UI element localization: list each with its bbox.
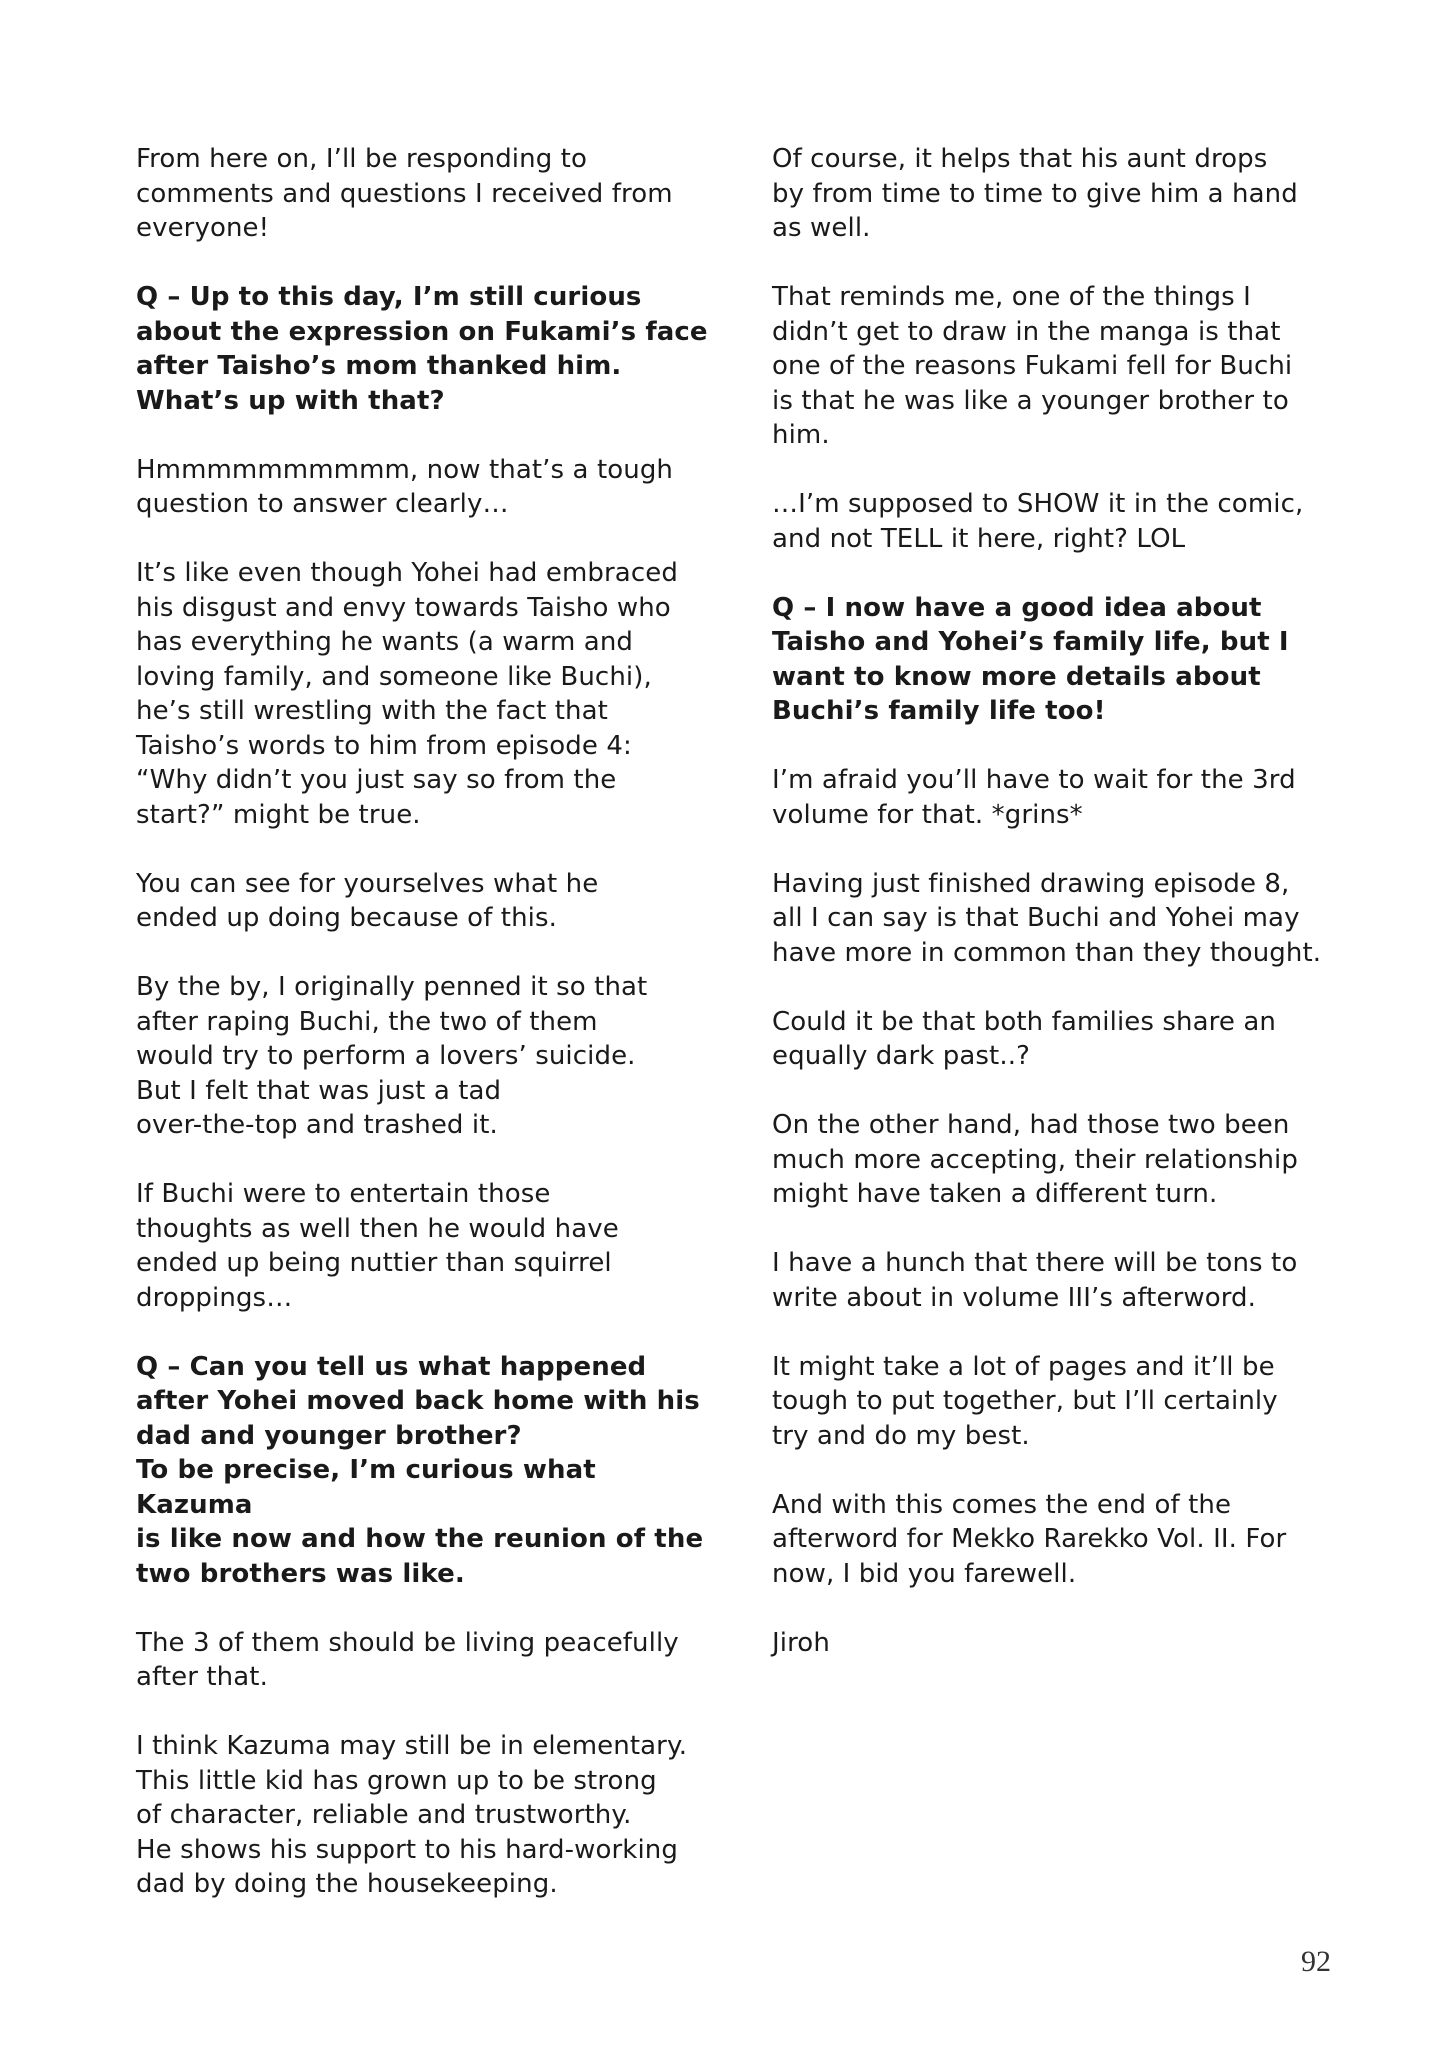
question-yohei-home: Q – Can you tell us what happened after Yohei moved back home with his dad and younger brother? To be precise, I’m curious what Kazuma is like now and how the reunion of the two brothers was like. (136, 1351, 704, 1589)
paragraph-fukami-buchi: That reminds me, one of the things I didn’t get to draw in the manga is that one of the reasons Fukami fell for Buchi is that he was like a younger brother to him. (772, 282, 1293, 450)
author-signature: Jiroh (772, 1627, 830, 1658)
paragraph-original-draft: By the by, I originally penned it so that after raping Buchi, the two of them would try to perform a lovers’ suicide. But I felt that was just a tad over-the-top and trashed it. (136, 972, 648, 1140)
paragraph-kazuma: I think Kazuma may still be in elementary. This little kid has grown up to be strong of character, reliable and trustworthy. He shows his support to his hard-working dad by doing the housekeeping. (136, 1731, 688, 1899)
paragraph-yohei-envy: It’s like even though Yohei had embraced his disgust and envy towards Taisho who has everything he wants (a warm and loving family, and someone like Buchi), he’s still wrestling with the fact that Taisho’s words to him from episode 4: “Why didn’t you just say so from the start?” might be true. (136, 558, 678, 830)
paragraph-see-for-yourselves: You can see for yourselves what he ended up doing because of this. (136, 868, 599, 933)
paragraph-third-volume: I’m afraid you’ll have to wait for the 3rd volume for that. *grins* (772, 765, 1296, 830)
question-fukami-expression: Q – Up to this day, I’m still curious about the expression on Fukami’s face after Taisho’s mom thanked him. What’s up with that? (136, 282, 708, 416)
paragraph-other-hand: On the other hand, had those two been much more accepting, their relationship might have taken a different turn. (772, 1110, 1298, 1209)
right-column (772, 142, 1352, 1695)
paragraph-lot-of-pages: It might take a lot of pages and it’ll be tough to put together, but I’ll certainly try and do my best. (772, 1351, 1278, 1451)
paragraph-farewell: And with this comes the end of the afterword for Mekko Rarekko Vol. II. For now, I bid you farewell. (772, 1489, 1287, 1589)
paragraph-buchi-thoughts: If Buchi were to entertain those thoughts as well then he would have ended up being nuttier than squirrel droppings… (136, 1179, 619, 1313)
question-buchi-family: Q – I now have a good idea about Taisho and Yohei’s family life, but I want to know more details about Buchi’s family life too! (772, 592, 1289, 726)
paragraph-show-not-tell: …I’m supposed to SHOW it in the comic, and not TELL it here, right? LOL (772, 489, 1304, 554)
paragraph-tough-question: Hmmmmmmmmmm, now that’s a tough question to answer clearly… (136, 454, 674, 519)
paragraph-intro: From here on, I’ll be responding to comments and questions I received from everyone! (136, 144, 673, 243)
left-column (136, 142, 716, 1936)
paragraph-hunch: I have a hunch that there will be tons to write about in volume III’s afterword. (772, 1248, 1298, 1313)
paragraph-aunt-helps: Of course, it helps that his aunt drops by from time to time to give him a hand as well. (772, 144, 1298, 243)
page-number: 92 (1301, 1945, 1331, 1978)
paragraph-living-peacefully: The 3 of them should be living peacefully after that. (136, 1627, 679, 1692)
paragraph-episode-8: Having just finished drawing episode 8, all I can say is that Buchi and Yohei may have more in common than they thought. (772, 868, 1322, 968)
paragraph-dark-past: Could it be that both families share an equally dark past..? (772, 1006, 1276, 1071)
